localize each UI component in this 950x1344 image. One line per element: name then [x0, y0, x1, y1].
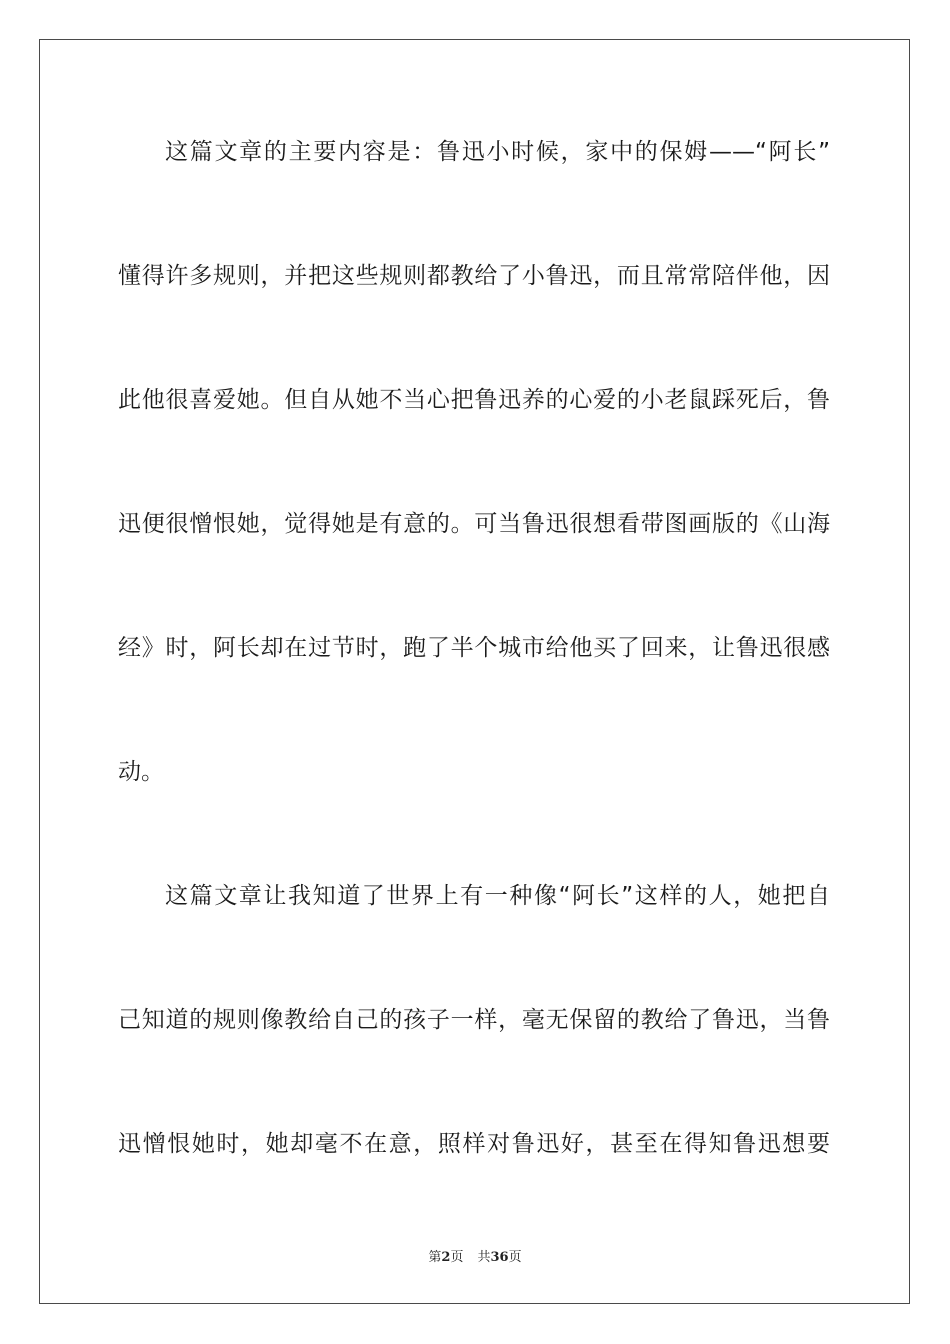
paragraph-1-line-2: 懂得许多规则，并把这些规则都教给了小鲁迅，而且常常陪伴他，因 [118, 263, 830, 289]
paragraph-1-line-5: 经》时，阿长却在过节时，跑了半个城市给他买了回来，让鲁迅很感 [118, 635, 830, 661]
page-number: 2 [441, 1250, 451, 1265]
paragraph-1-line-4: 迅便很憎恨她，觉得她是有意的。可当鲁迅很想看带图画版的《山海 [118, 511, 830, 537]
paragraph-1-line-6: 动。 [118, 759, 164, 785]
total-pages: 36 [490, 1250, 509, 1265]
paragraph-2-line-3: 迅憎恨她时，她却毫不在意，照样对鲁迅好，甚至在得知鲁迅想要 [118, 1131, 830, 1157]
page-suffix: 页 [450, 1250, 464, 1265]
total-prefix: 共 [477, 1250, 491, 1265]
paragraph-1-line-3: 此他很喜爱她。但自从她不当心把鲁迅养的心爱的小老鼠踩死后，鲁 [118, 387, 830, 413]
paragraph-2-line-1: 这篇文章让我知道了世界上有一种像“阿长”这样的人，她把自 [165, 883, 830, 909]
total-suffix: 页 [508, 1250, 522, 1265]
page-frame [39, 39, 910, 1304]
page-prefix: 第 [428, 1250, 442, 1265]
paragraph-2-line-2: 己知道的规则像教给自己的孩子一样，毫无保留的教给了鲁迅，当鲁 [118, 1007, 830, 1033]
paragraph-1-line-1: 这篇文章的主要内容是：鲁迅小时候，家中的保姆——“阿长” [165, 139, 830, 165]
page-footer [0, 1250, 950, 1266]
